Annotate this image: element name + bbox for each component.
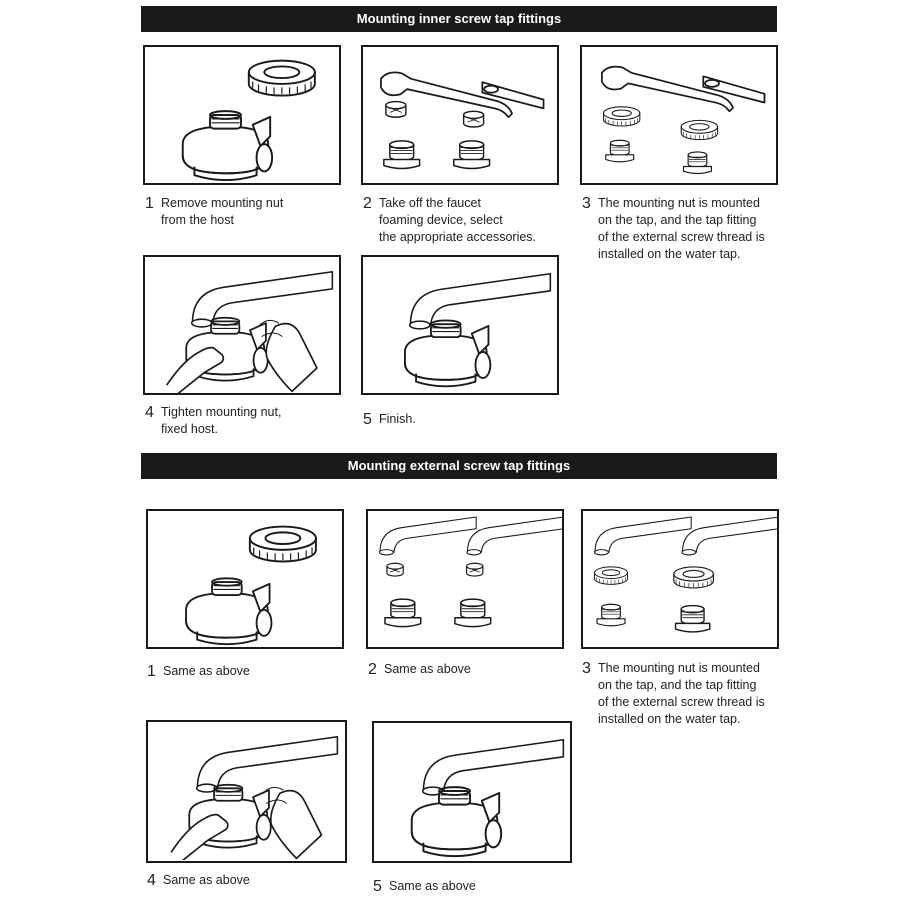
step-number: 3 [582, 195, 591, 212]
step-number: 2 [368, 661, 377, 678]
step-image-external-2 [366, 509, 564, 649]
step-number: 5 [373, 878, 382, 895]
step-text: Same as above [163, 873, 250, 887]
step-image-inner-3 [580, 45, 778, 185]
step-number: 5 [363, 411, 372, 428]
step-number: 4 [145, 404, 154, 421]
step-text: Take off the faucet foaming device, select the appropriate accessories. [379, 196, 537, 244]
step-image-external-1 [146, 509, 344, 649]
step-image-inner-5 [361, 255, 559, 395]
step-text: Same as above [389, 879, 476, 893]
step-text: Finish. [379, 412, 416, 426]
step-text: The mounting nut is mounted on the tap, and the tap fitting of the external screw thread is installed on the water tap. [598, 196, 765, 261]
step-image-inner-1 [143, 45, 341, 185]
step-image-inner-4 [143, 255, 341, 395]
section-title-external: Mounting external screw tap fittings [141, 453, 777, 479]
step-text: Same as above [163, 664, 250, 678]
section-title-inner: Mounting inner screw tap fittings [141, 6, 777, 32]
step-number: 1 [147, 663, 156, 680]
step-text: Remove mounting nut from the host [161, 196, 284, 227]
step-image-external-4 [146, 720, 347, 863]
step-image-external-5 [372, 721, 572, 863]
step-text: The mounting nut is mounted on the tap, and the tap fitting of the external screw thread is installed on the water tap. [598, 661, 765, 726]
step-number: 1 [145, 195, 154, 212]
step-number: 2 [363, 195, 372, 212]
step-image-external-3 [581, 509, 779, 649]
step-text: Tighten mounting nut, fixed host. [161, 405, 282, 436]
step-text: Same as above [384, 662, 471, 676]
step-image-inner-2 [361, 45, 559, 185]
step-number: 4 [147, 872, 156, 889]
step-number: 3 [582, 660, 591, 677]
